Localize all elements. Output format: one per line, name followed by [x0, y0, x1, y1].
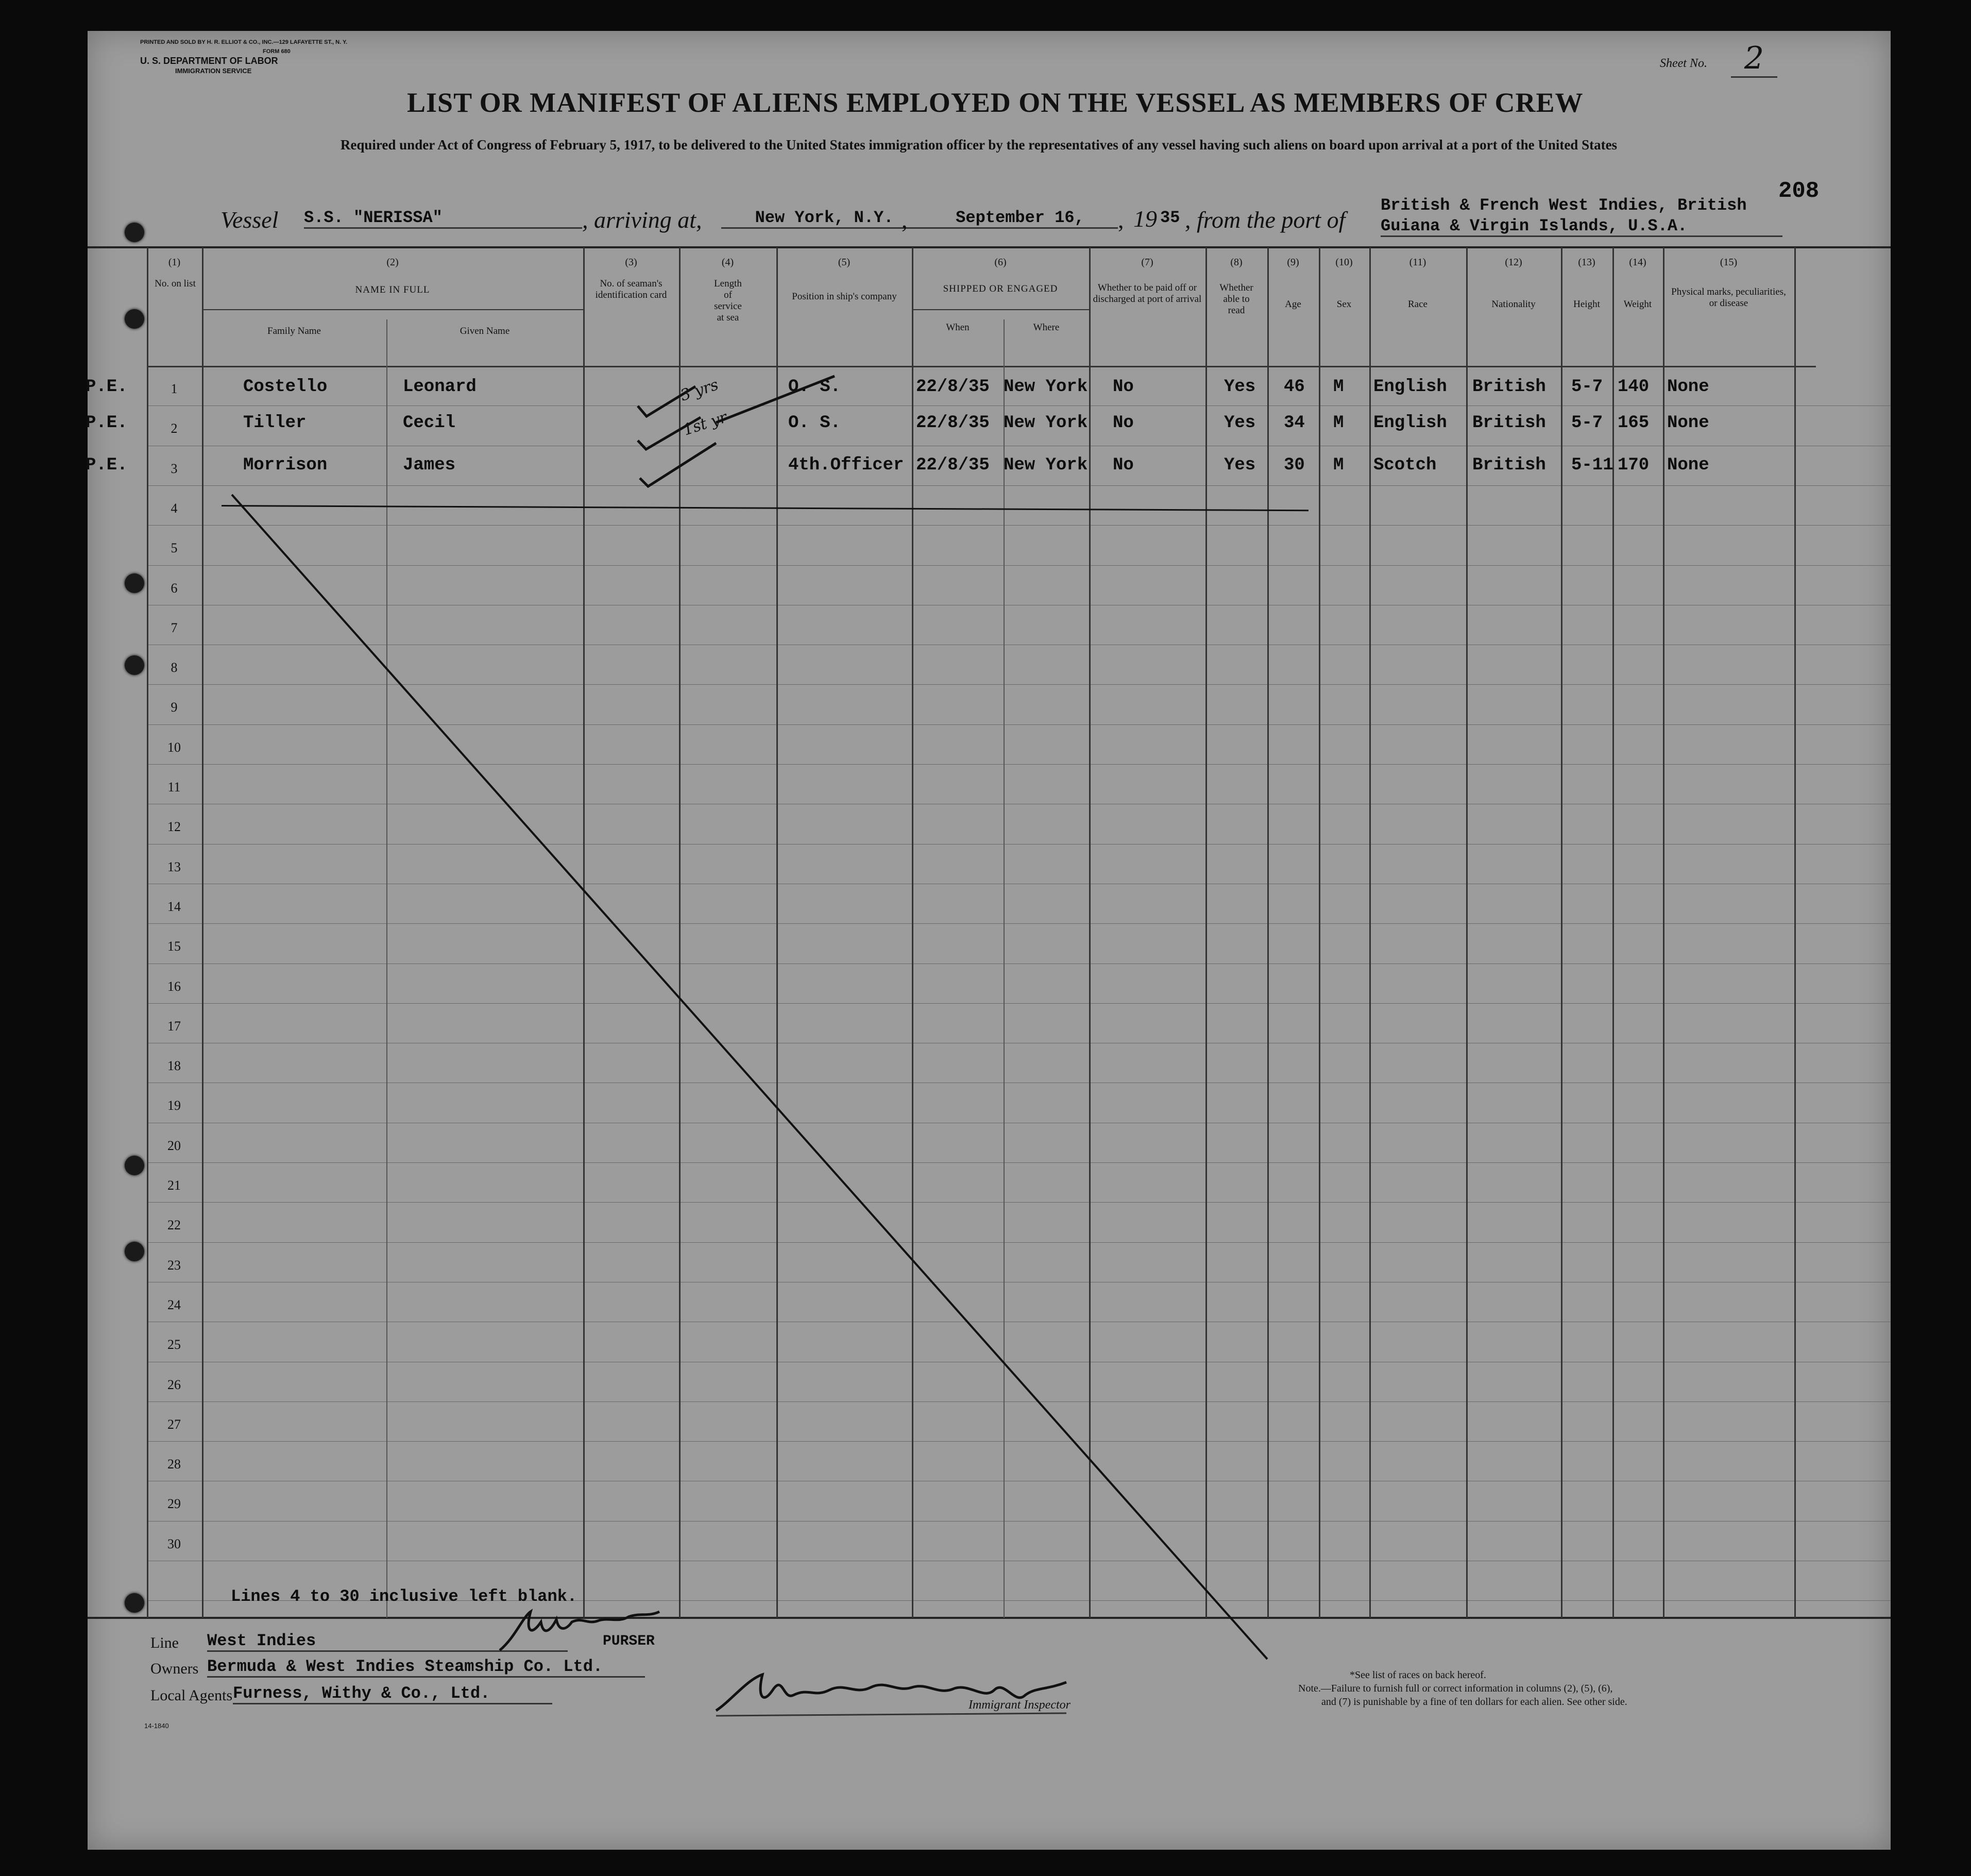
year-value: 35 — [1160, 208, 1180, 227]
race: English — [1373, 377, 1447, 397]
row-mark: P.E. — [86, 377, 128, 397]
row-mark: P.E. — [86, 455, 128, 475]
sheet-no-label: Sheet No. — [1660, 57, 1707, 70]
col-num-12: (12) — [1505, 257, 1522, 268]
row-number: 29 — [167, 1496, 181, 1511]
able-to-read: Yes — [1224, 377, 1256, 397]
given-name: James — [403, 455, 456, 475]
col-num-4: (4) — [721, 257, 734, 268]
col-header-sex: Sex — [1336, 299, 1352, 310]
race: Scotch — [1373, 455, 1437, 475]
col-header-paid-off: Whether to be paid off or discharged at port of arrival — [1093, 282, 1202, 305]
shipped-where: New York — [1004, 413, 1088, 433]
col-num-6: (6) — [994, 257, 1007, 268]
owners-value: Bermuda & West Indies Steamship Co. Ltd. — [207, 1657, 645, 1678]
row-number: 19 — [167, 1098, 181, 1113]
col-num-8: (8) — [1230, 257, 1243, 268]
fine-note-line1: Note.—Failure to furnish full or correct information in columns (2), (5), (6), — [1298, 1683, 1613, 1694]
row-number: 9 — [171, 700, 178, 715]
row-number: 3 — [171, 461, 178, 476]
age: 46 — [1284, 377, 1305, 397]
row-number: 23 — [167, 1258, 181, 1273]
col-num-10: (10) — [1335, 257, 1353, 268]
row-number: 10 — [167, 740, 181, 755]
page-subtitle: Required under Act of Congress of February 5, 1917, to be delivered to the United States immigration officer by the representatives of any vessel having such aliens on board upon arrival at a port of the United States — [340, 137, 1618, 153]
manifest-sheet — [88, 31, 1891, 1850]
from-port-line1: British & French West Indies, British — [1381, 196, 1747, 215]
row-number: 5 — [171, 540, 178, 555]
vessel-name: S.S. "NERISSA" — [304, 208, 582, 229]
col-num-14: (14) — [1629, 257, 1646, 268]
col-num-13: (13) — [1578, 257, 1595, 268]
shipped-when: 22/8/35 — [916, 377, 990, 397]
row-number: 2 — [171, 421, 178, 436]
row-number: 8 — [171, 660, 178, 675]
col-header-height: Height — [1573, 299, 1600, 310]
page-title: LIST OR MANIFEST OF ALIENS EMPLOYED ON THE VESSEL AS MEMBERS OF CREW — [407, 87, 1584, 118]
row-number: 6 — [171, 581, 178, 596]
form-number: FORM 680 — [263, 48, 291, 55]
shipped-when: 22/8/35 — [916, 413, 990, 433]
owners-label: Owners — [150, 1660, 199, 1677]
height: 5-11 — [1571, 455, 1613, 475]
row-number: 22 — [167, 1218, 181, 1232]
sex: M — [1333, 413, 1344, 433]
col-header-position: Position in ship's company — [792, 291, 897, 302]
col-header-physical-marks: Physical marks, peculiarities, or disease — [1671, 286, 1786, 309]
height: 5-7 — [1571, 413, 1603, 433]
agents-label: Local Agents — [150, 1687, 233, 1704]
row-number: 18 — [167, 1058, 181, 1073]
able-to-read: Yes — [1224, 413, 1256, 433]
row-number: 20 — [167, 1138, 181, 1153]
sex: M — [1333, 455, 1344, 475]
paid-off: No — [1113, 455, 1134, 475]
row-number: 17 — [167, 1019, 181, 1034]
col-header-card: No. of seaman's identification card — [595, 278, 667, 300]
nationality: British — [1472, 413, 1546, 433]
row-number: 12 — [167, 819, 181, 834]
row-number: 15 — [167, 939, 181, 954]
row-number: 30 — [167, 1536, 181, 1551]
service-label: IMMIGRATION SERVICE — [175, 67, 252, 75]
row-number: 4 — [171, 501, 178, 516]
inspector-label: Immigrant Inspector — [968, 1698, 1071, 1712]
vessel-label: Vessel — [220, 207, 279, 233]
family-name: Tiller — [243, 413, 307, 433]
row-number: 26 — [167, 1377, 181, 1392]
row-number: 11 — [167, 780, 181, 795]
col-num-1: (1) — [168, 257, 181, 268]
arriving-label: , arriving at, — [582, 207, 702, 233]
col-header-weight: Weight — [1623, 299, 1652, 310]
card-note-2: 1st yr — [681, 408, 729, 440]
col-header-given-name: Given Name — [460, 326, 510, 336]
year-prefix: 19 — [1133, 206, 1157, 232]
col-header-race: Race — [1408, 299, 1428, 310]
purser-signature — [495, 1601, 665, 1658]
position: O. S. — [788, 413, 841, 433]
nationality: British — [1472, 377, 1546, 397]
col-header-family-name: Family Name — [267, 326, 321, 336]
col-header-name: NAME IN FULL — [355, 284, 430, 295]
family-name: Costello — [243, 377, 328, 397]
row-number: 7 — [171, 620, 178, 635]
col-num-2: (2) — [386, 257, 399, 268]
form-code: 14-1840 — [144, 1722, 169, 1730]
col-header-read: Whether able to read — [1219, 282, 1253, 316]
height: 5-7 — [1571, 377, 1603, 397]
from-port-line2: Guiana & Virgin Islands, U.S.A. — [1381, 216, 1782, 237]
row-number: 24 — [167, 1297, 181, 1312]
position: 4th.Officer — [788, 455, 904, 475]
comma: , — [902, 207, 908, 233]
weight: 165 — [1618, 413, 1650, 433]
row-number: 1 — [171, 381, 178, 396]
given-name: Leonard — [403, 377, 477, 397]
physical-marks: None — [1667, 413, 1709, 433]
col-header-no: No. on list — [155, 278, 196, 289]
blank-lines-note: Lines 4 to 30 inclusive left blank. — [231, 1587, 577, 1606]
agents-value: Furness, Withy & Co., Ltd. — [233, 1684, 552, 1704]
comma: , — [1118, 207, 1124, 233]
sex: M — [1333, 377, 1344, 397]
col-num-7: (7) — [1141, 257, 1153, 268]
arrival-date: September 16, — [922, 208, 1118, 229]
shipped-when: 22/8/35 — [916, 455, 990, 475]
row-mark: P.E. — [86, 413, 128, 433]
printer-line: PRINTED AND SOLD BY H. R. ELLIOT & CO., INC.—129 LAFAYETTE ST., N. Y. — [140, 39, 348, 45]
col-num-5: (5) — [838, 257, 851, 268]
col-num-15: (15) — [1720, 257, 1738, 268]
col-num-11: (11) — [1409, 257, 1426, 268]
shipped-where: New York — [1004, 455, 1088, 475]
from-port-label: , from the port of — [1185, 207, 1346, 233]
line-value: West Indies — [207, 1631, 568, 1652]
weight: 140 — [1618, 377, 1650, 397]
row-number: 13 — [167, 859, 181, 874]
position: O. S. — [788, 377, 841, 397]
row-number: 21 — [167, 1178, 181, 1193]
diagonal-strike — [88, 31, 1891, 1850]
purser-label: PURSER — [603, 1633, 655, 1649]
col-header-service: Length of service at sea — [714, 278, 742, 323]
inspector-signature — [706, 1659, 1077, 1731]
given-name: Cecil — [403, 413, 456, 433]
col-num-3: (3) — [625, 257, 637, 268]
fine-note-line2: and (7) is punishable by a fine of ten dollars for each alien. See other side. — [1321, 1696, 1627, 1708]
col-header-when: When — [946, 322, 970, 333]
card-note-1: 3 yrs — [678, 376, 721, 405]
family-name: Morrison — [243, 455, 328, 475]
races-note: *See list of races on back hereof. — [1350, 1669, 1486, 1681]
shipped-where: New York — [1004, 377, 1088, 397]
age: 30 — [1284, 455, 1305, 475]
col-header-nationality: Nationality — [1491, 299, 1536, 310]
page-number: 208 — [1778, 178, 1820, 204]
department-label: U. S. DEPARTMENT OF LABOR — [140, 56, 278, 66]
arriving-port: New York, N.Y. — [721, 208, 927, 229]
physical-marks: None — [1667, 377, 1709, 397]
nationality: British — [1472, 455, 1546, 475]
age: 34 — [1284, 413, 1305, 433]
row-number: 14 — [167, 899, 181, 914]
col-num-9: (9) — [1287, 257, 1299, 268]
weight: 170 — [1618, 455, 1650, 475]
row-number: 16 — [167, 979, 181, 994]
sheet-no-value: 2 — [1731, 40, 1777, 78]
physical-marks: None — [1667, 455, 1709, 475]
paid-off: No — [1113, 377, 1134, 397]
row-number: 28 — [167, 1457, 181, 1472]
paid-off: No — [1113, 413, 1134, 433]
line-label: Line — [150, 1634, 179, 1651]
col-header-shipped: SHIPPED OR ENGAGED — [943, 283, 1058, 294]
race: English — [1373, 413, 1447, 433]
able-to-read: Yes — [1224, 455, 1256, 475]
row-number: 25 — [167, 1337, 181, 1352]
col-header-age: Age — [1285, 299, 1301, 310]
col-header-where: Where — [1033, 322, 1060, 333]
row-number: 27 — [167, 1417, 181, 1432]
